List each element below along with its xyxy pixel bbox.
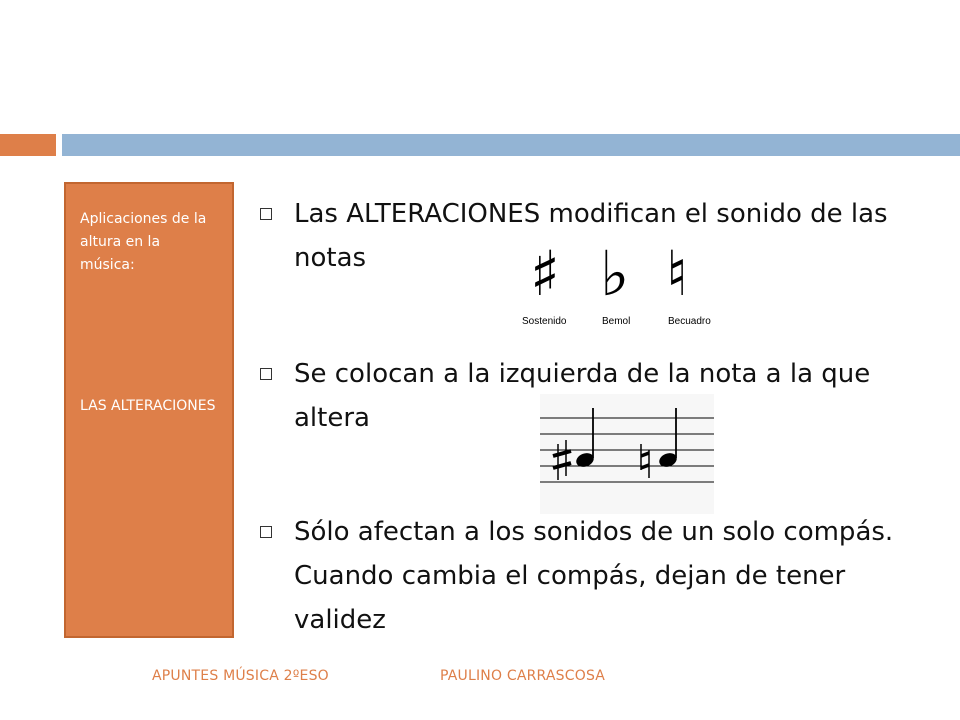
square-bullet-icon [260,526,272,538]
side-panel [64,182,234,638]
side-panel-title: Aplicaciones de la altura en la música: [80,211,207,273]
side-panel-subtitle: LAS ALTERACIONES [80,398,216,414]
staff-sharp-icon [553,440,571,480]
square-bullet-icon [260,368,272,380]
staff-natural-icon [641,444,649,478]
natural-icon: ♮ [666,237,689,310]
staff-notes-image [540,394,714,514]
bullet-text: Sólo afectan a los sonidos de un solo compás. Cuando cambia el compás, dejan de tener validez [294,517,894,635]
header-accent-bar-blue [62,134,960,156]
square-bullet-icon [260,208,272,220]
accidentals-figure [512,232,732,336]
footer-course: APUNTES MÚSICA 2ºESO [152,668,329,684]
sharp-icon: ♯ [530,237,561,310]
music-staff-icon [540,394,714,514]
flat-icon: ♭ [600,237,630,310]
sharp-label: Sostenido [522,316,567,327]
natural-label: Becuadro [668,316,711,327]
bullet-text: Se colocan a la izquierda de la nota a la que altera [294,359,871,433]
bullet-item [260,510,920,642]
flat-label: Bemol [602,316,631,327]
header-accent-bar-orange [0,134,56,156]
bullet-text: Las ALTERACIONES modifican el sonido de las notas [294,199,888,273]
footer-author: PAULINO CARRASCOSA [440,668,606,684]
